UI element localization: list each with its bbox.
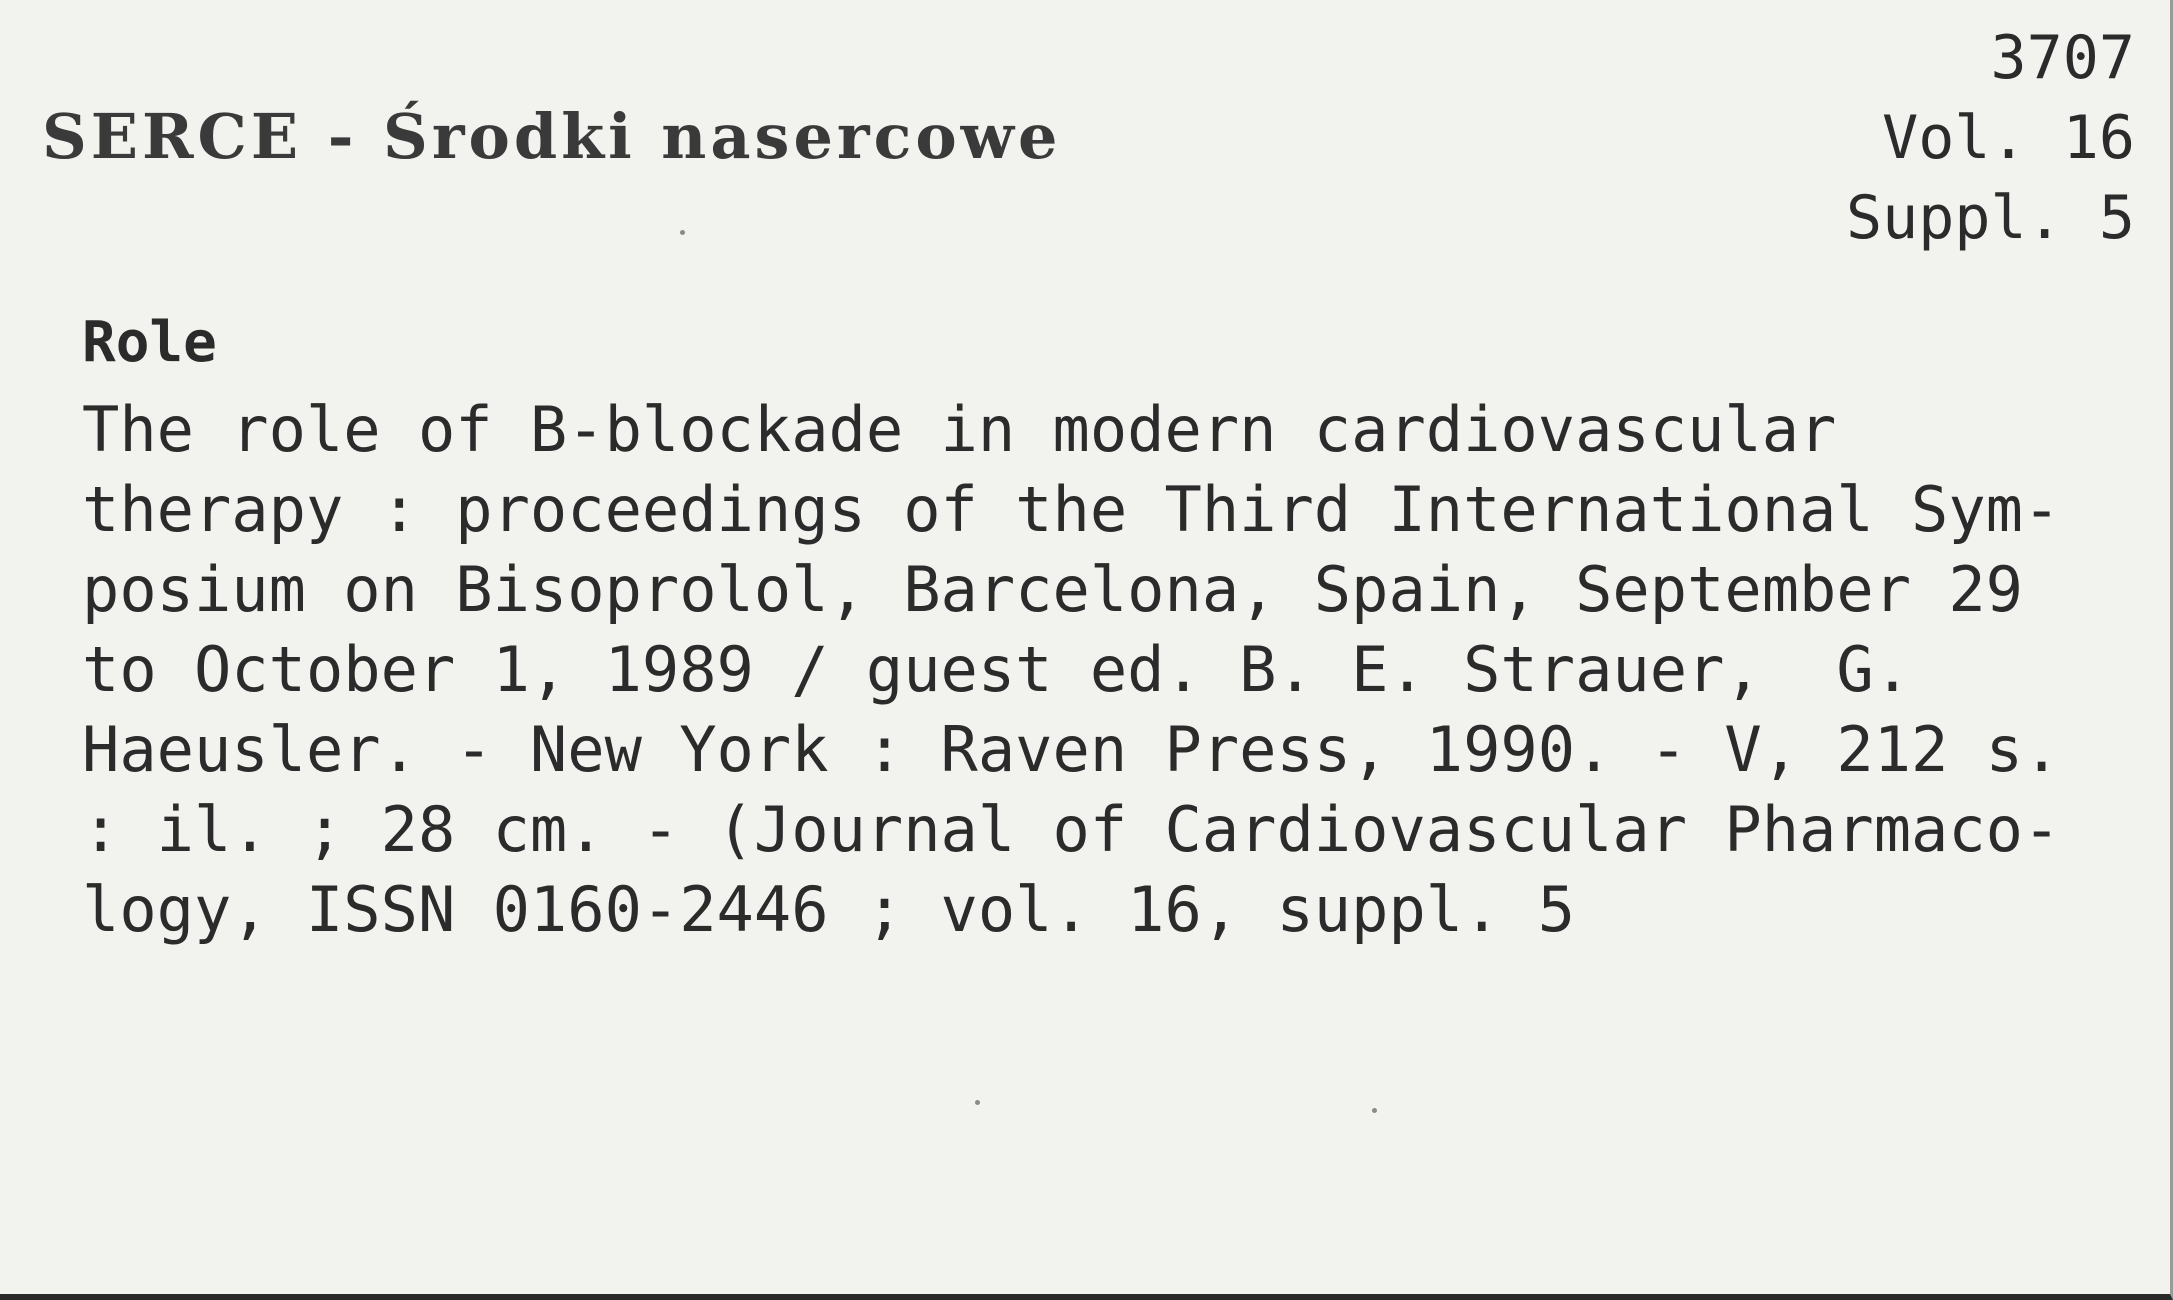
paper-speck: [1372, 1108, 1377, 1113]
description-line: posium on Bisoprolol, Barcelona, Spain, September 29: [82, 553, 2024, 626]
description-line: logy, ISSN 0160-2446 ; vol. 16, suppl. 5: [82, 873, 1576, 946]
supplement-number: Suppl. 5: [1846, 183, 2135, 253]
description-line: to October 1, 1989 / guest ed. B. E. Strauer, G.: [82, 633, 1912, 706]
paper-speck: [680, 230, 685, 235]
volume-number: Vol. 16: [1882, 103, 2135, 173]
subject-heading: SERCE - Środki nasercowe: [42, 100, 1062, 173]
bibliographic-description: [82, 390, 2142, 950]
description-line: Haeusler. - New York : Raven Press, 1990. - V, 212 s.: [82, 713, 2061, 786]
description-line: therapy : proceedings of the Third International Sym-: [82, 473, 2061, 546]
description-line: The role of B-blockade in modern cardiovascular: [82, 393, 1837, 466]
section-label: Role: [82, 310, 217, 375]
call-number: 3707: [1990, 23, 2135, 93]
description-line: : il. ; 28 cm. - (Journal of Cardiovascular Pharmaco-: [82, 793, 2061, 866]
paper-speck: [975, 1100, 980, 1105]
call-number-block: [1815, 18, 2135, 258]
